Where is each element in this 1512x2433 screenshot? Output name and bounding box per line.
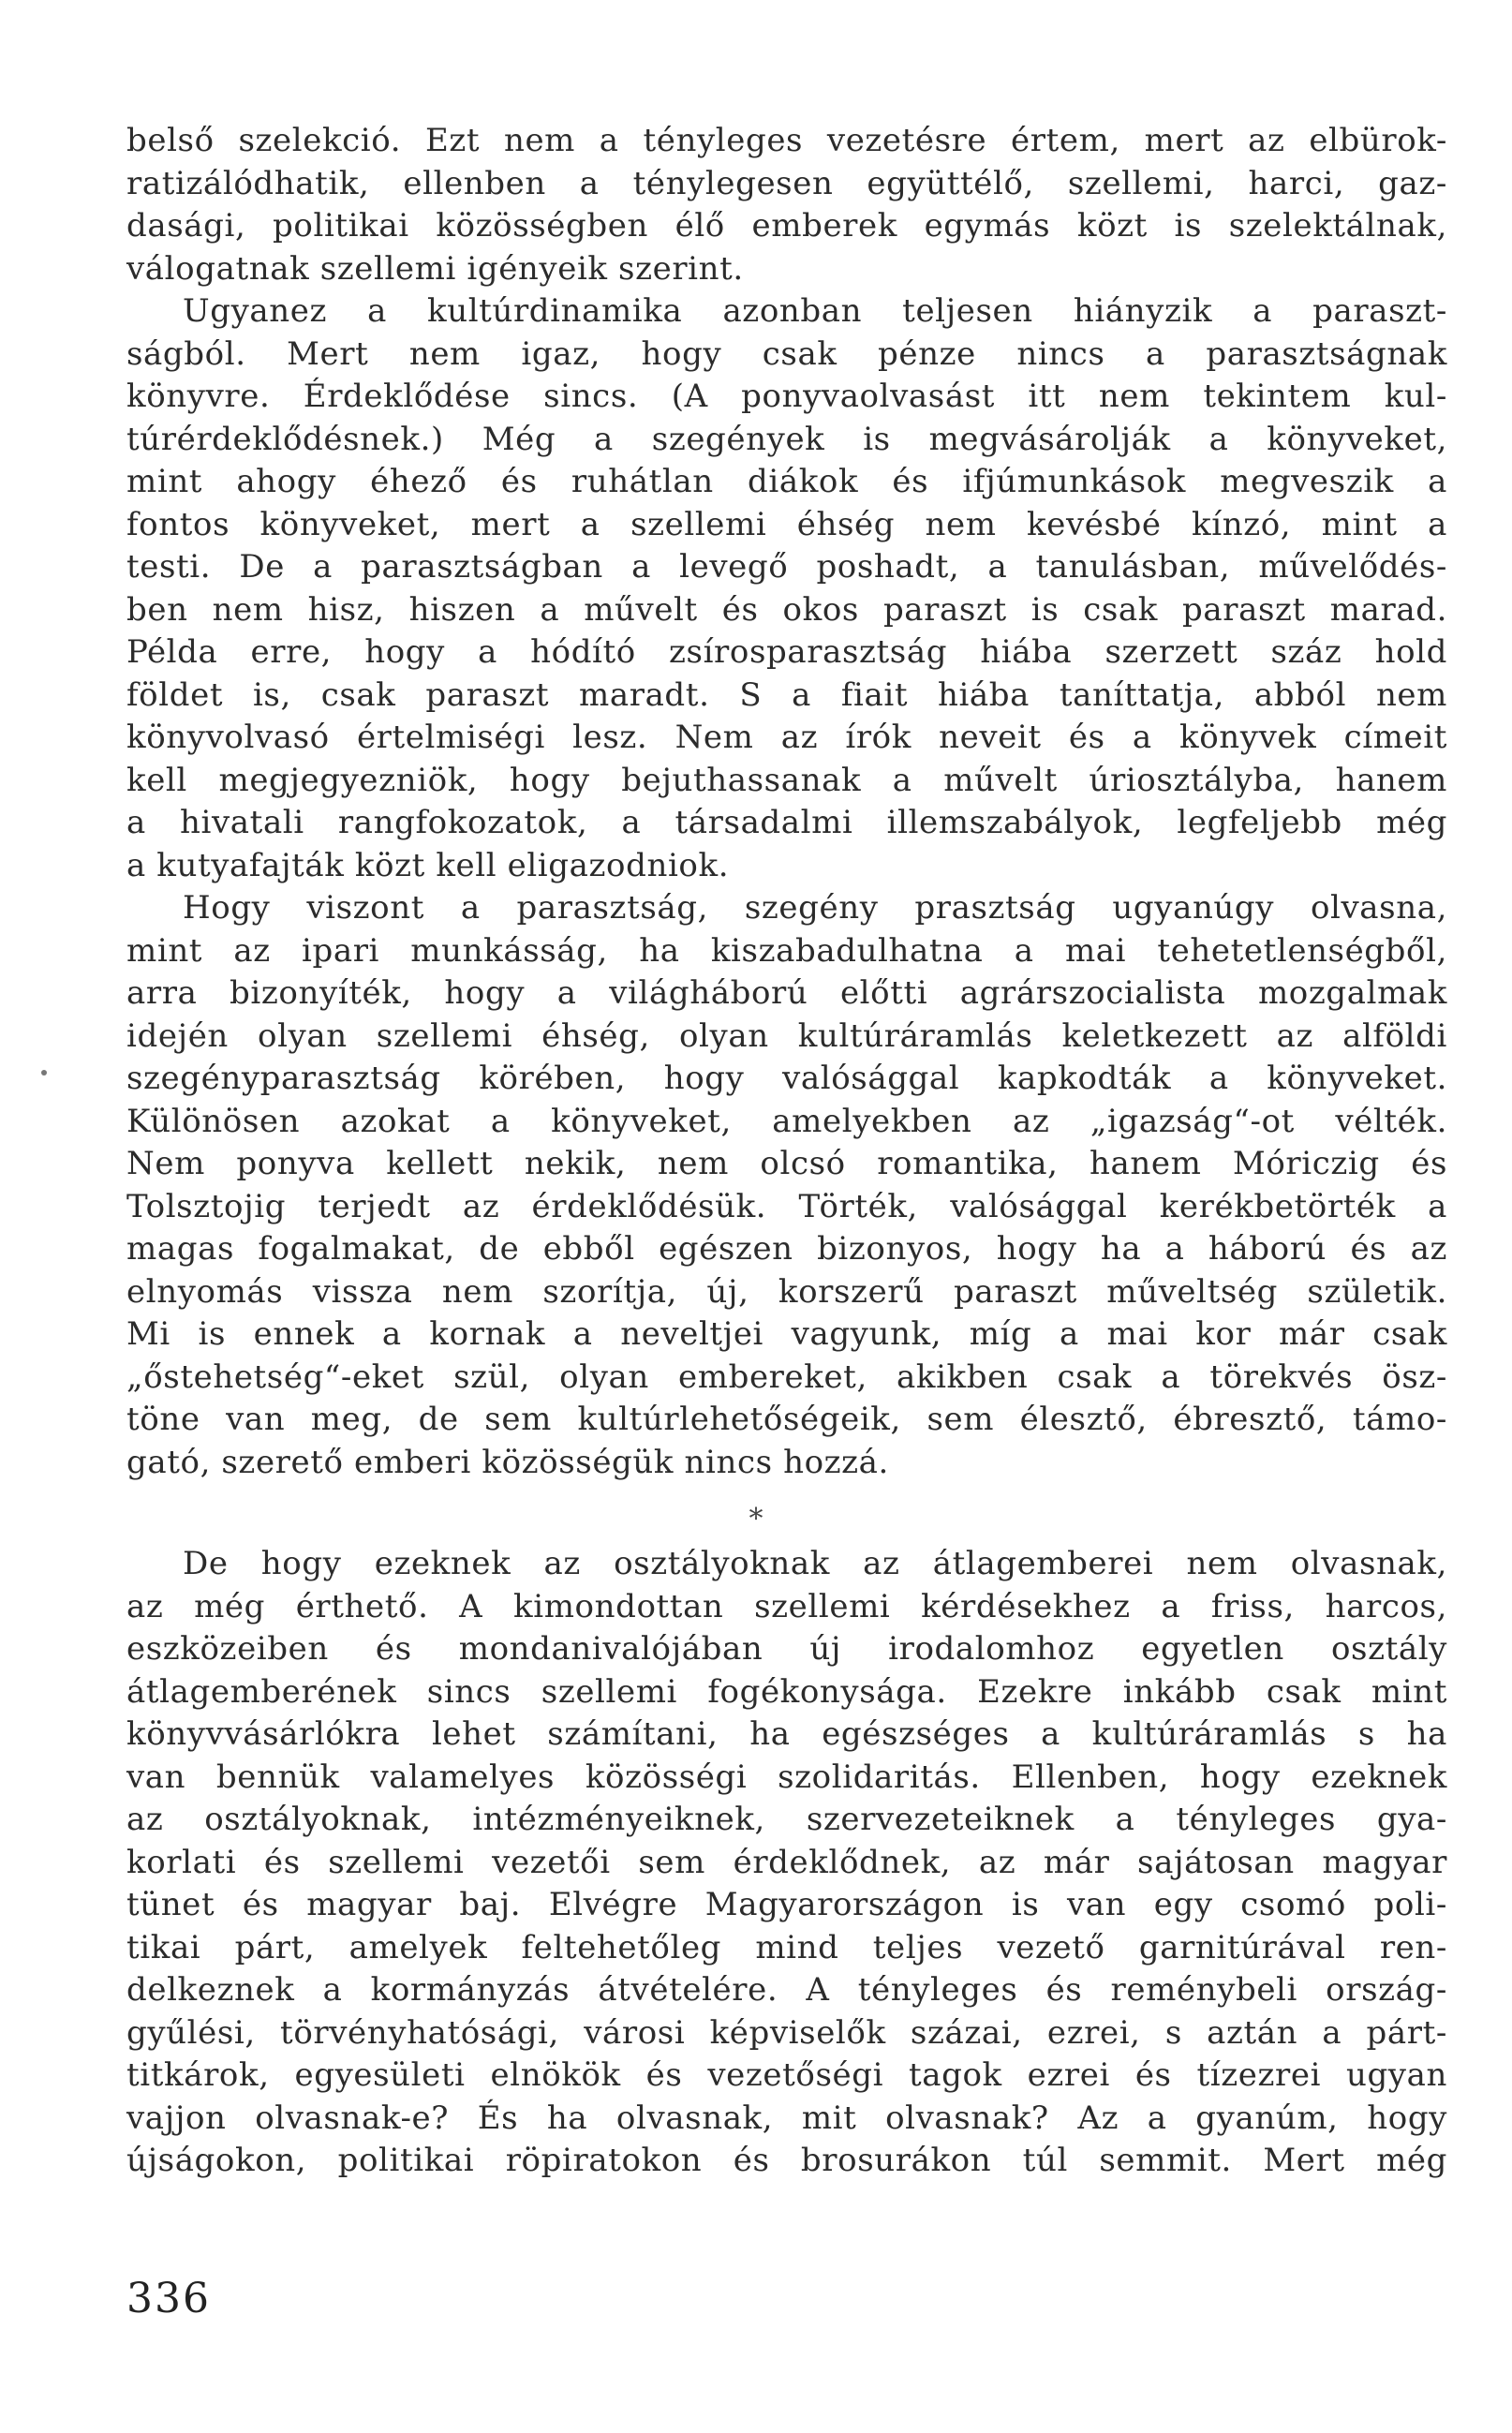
text-line: a kutyafajták közt kell eligazodniok. [126, 846, 730, 884]
text-line: „őstehetség“-eket szül, olyan embereket, akikben csak a törekvés ösz- [126, 1357, 1447, 1396]
text-line: Tolsztojig terjedt az érdeklődésük. Törték, valósággal kerékbetörték a [126, 1187, 1447, 1225]
text-line: könyvre. Érdeklődése sincs. (A ponyvaolvasást itt nem tekintem kul- [126, 378, 1447, 415]
text-line: ságból. Mert nem igaz, hogy csak pénze nincs a parasztságnak [126, 334, 1447, 373]
text-line: az osztályoknak, intézményeiknek, szervezeteiknek a tényleges gya- [126, 1801, 1447, 1838]
ink-speck [41, 1070, 47, 1076]
text-line: dasági, politikai közösségben élő emberek egymás közt is szelektálnak, [126, 207, 1447, 245]
text-line: szegényparasztság körében, hogy valósággal kapkodták a könyveket. [126, 1060, 1447, 1097]
text-line: fontos könyveket, mert a szellemi éhség nem kevésbé kínzó, mint a [126, 505, 1447, 543]
text-line: kell megjegyezniök, hogy bejuthassanak a művelt úriosztályba, hanem [126, 761, 1447, 799]
text-line: titkárok, egyesületi elnökök és vezetőségi tagok ezrei és tízezrei ugyan [126, 2056, 1447, 2094]
text-line: vajjon olvasnak-e? És ha olvasnak, mit olvasnak? Az a gyanúm, hogy [126, 2099, 1447, 2137]
text-line: könyvolvasó értelmiségi lesz. Nem az írók neveit és a könyvek címeit [126, 719, 1447, 756]
text-line: elnyomás vissza nem szorítja, új, korszerű paraszt műveltség születik. [126, 1272, 1447, 1311]
text-line: földet is, csak paraszt maradt. S a fiait hiába taníttatja, abból nem [126, 675, 1447, 714]
text-block-after-separator [126, 1543, 1447, 2183]
text-line: van bennük valamelyes közösségi szolidaritás. Ellenben, hogy ezeknek [126, 1758, 1447, 1796]
text-line: korlati és szellemi vezetői sem érdeklődnek, az már sajátosan magyar [126, 1843, 1447, 1881]
text-line: túrérdeklődésnek.) Még a szegények is megvásárolják a könyveket, [126, 420, 1447, 458]
text-line: újságokon, politikai röpiratokon és brosurákon túl semmit. Mert még [126, 2142, 1447, 2179]
text-line: magas fogalmakat, de ebből egészen bizonyos, hogy ha a háború és az [126, 1230, 1447, 1268]
text-line: gató, szerető emberi közösségük nincs hozzá. [126, 1443, 889, 1481]
page-number: 336 [126, 2275, 211, 2322]
text-line: arra bizonyíték, hogy a világháború előtti agrárszocialista mozgalmak [126, 974, 1447, 1012]
text-line: De hogy ezeknek az osztályoknak az átlagemberei nem olvasnak, [183, 1545, 1447, 1582]
text-line: tünet és magyar baj. Elvégre Magyarországon is van egy csomó poli- [126, 1886, 1447, 1923]
text-line: könyvvásárlókra lehet számítani, ha egészséges a kultúráramlás s ha [126, 1715, 1447, 1753]
text-line: tikai párt, amelyek feltehetőleg mind teljes vezető garnitúrával ren- [126, 1928, 1447, 1966]
text-line: delkeznek a kormányzás átvételére. A tényleges és reménybeli ország- [126, 1971, 1447, 2009]
text-line: Ugyanez a kultúrdinamika azonban teljesen hiányzik a paraszt- [183, 292, 1447, 330]
text-line: az még érthető. A kimondottan szellemi kérdésekhez a friss, harcos, [126, 1587, 1447, 1625]
text-line: mint ahogy éhező és ruhátlan diákok és ifjúmunkások megveszik a [126, 463, 1447, 500]
text-line: átlagemberének sincs szellemi fogékonysága. Ezekre inkább csak mint [126, 1672, 1447, 1711]
text-line: ben nem hisz, hiszen a művelt és okos paraszt is csak paraszt marad. [126, 590, 1447, 629]
text-line: belső szelekció. Ezt nem a tényleges vezetésre értem, mert az elbürok- [126, 122, 1447, 159]
text-line: testi. De a parasztságban a levegő poshadt, a tanulásban, művelődés- [126, 548, 1447, 586]
text-line: idején olyan szellemi éhség, olyan kultúráramlás keletkezett az alföldi [126, 1016, 1447, 1055]
text-block-before-separator [126, 120, 1447, 1484]
text-line: válogatnak szellemi igényeik szerint. [126, 249, 744, 288]
text-line: ratizálódhatik, ellenben a ténylegesen együttélő, szellemi, harci, gaz- [126, 164, 1447, 202]
text-line: Nem ponyva kellett nekik, nem olcsó romantika, hanem Móriczig és [126, 1145, 1447, 1182]
section-separator: * [749, 1503, 763, 1535]
text-line: eszközeiben és mondanivalójában új irodalomhoz egyetlen osztály [126, 1630, 1447, 1668]
text-line: Különösen azokat a könyveket, amelyekben az „igazság“-ot vélték. [126, 1102, 1447, 1140]
text-line: töne van meg, de sem kultúrlehetőségeik, sem élesztő, ébresztő, támo- [126, 1401, 1447, 1438]
text-line: gyűlési, törvényhatósági, városi képviselők százai, ezrei, s aztán a párt- [126, 2013, 1447, 2052]
text-line: a hivatali rangfokozatok, a társadalmi illemszabályok, legfeljebb még [126, 804, 1447, 841]
text-line: Hogy viszont a parasztság, szegény prasztság ugyanúgy olvasna, [183, 889, 1447, 927]
text-line: Mi is ennek a kornak a neveltjei vagyunk, míg a mai kor már csak [126, 1315, 1447, 1353]
text-line: Példa erre, hogy a hódító zsírosparasztság hiába szerzett száz hold [126, 633, 1447, 671]
text-line: mint az ipari munkásság, ha kiszabadulhatna a mai tehetetlenségből, [126, 931, 1447, 970]
